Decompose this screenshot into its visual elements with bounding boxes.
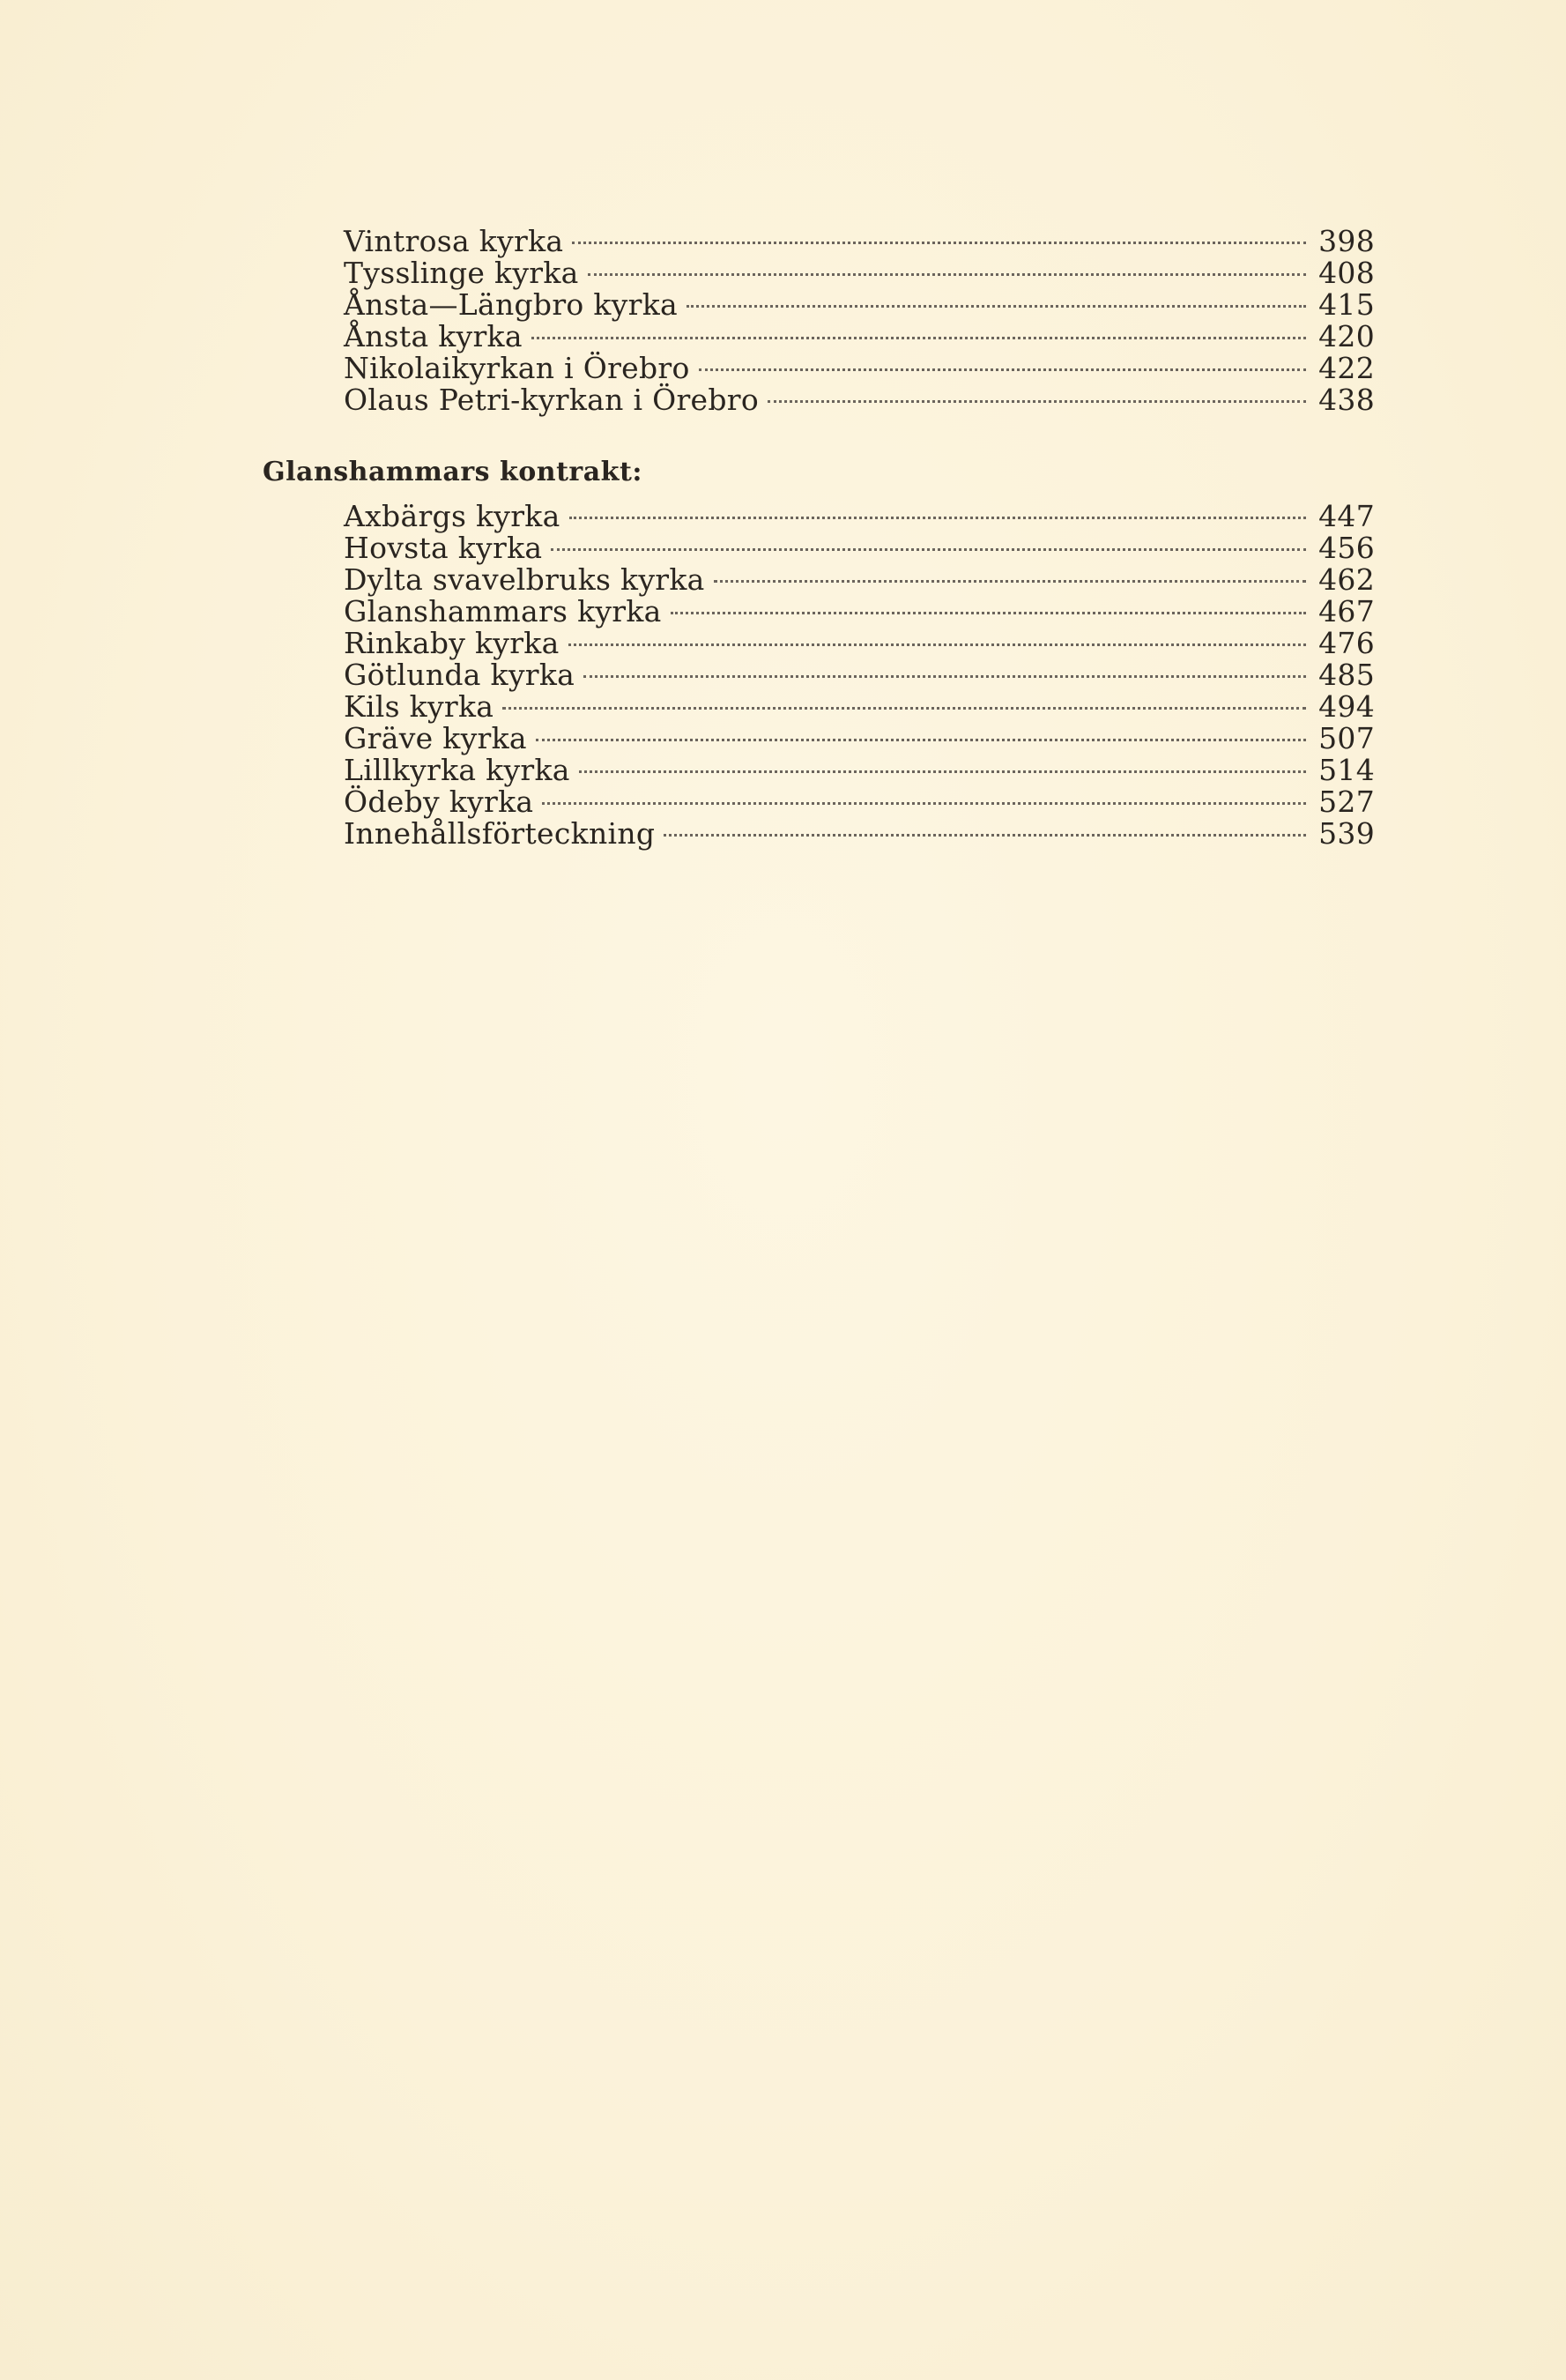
entry-title: Götlunda kyrka bbox=[344, 658, 575, 692]
toc-entry bbox=[344, 501, 1375, 532]
dot-leader bbox=[536, 739, 1306, 741]
entry-page: 398 bbox=[1318, 224, 1375, 258]
toc-entry bbox=[344, 659, 1375, 691]
dot-leader bbox=[502, 707, 1306, 710]
toc-entry bbox=[344, 596, 1375, 628]
entry-page: 438 bbox=[1318, 383, 1375, 417]
dot-leader bbox=[664, 834, 1306, 837]
entry-title: Olaus Petri-kyrkan i Örebro bbox=[344, 383, 760, 417]
toc-entry bbox=[344, 628, 1375, 659]
entry-title: Ånsta—Längbro kyrka bbox=[344, 287, 678, 322]
entry-page: 485 bbox=[1318, 658, 1375, 692]
toc-entry bbox=[344, 384, 1375, 416]
toc-entry bbox=[344, 786, 1375, 818]
dot-leader bbox=[699, 368, 1306, 371]
entry-title: Nikolaikyrkan i Örebro bbox=[344, 351, 690, 385]
entry-title: Ånsta kyrka bbox=[344, 319, 523, 353]
entry-page: 422 bbox=[1318, 351, 1375, 385]
entry-title: Lillkyrka kyrka bbox=[344, 753, 570, 787]
entry-page: 514 bbox=[1318, 753, 1375, 787]
entry-page: 456 bbox=[1318, 531, 1375, 565]
entry-title: Tysslinge kyrka bbox=[344, 256, 579, 290]
entry-page: 539 bbox=[1318, 816, 1375, 851]
entry-title: Ödeby kyrka bbox=[344, 785, 534, 819]
dot-leader bbox=[671, 612, 1306, 614]
dot-leader bbox=[714, 580, 1306, 583]
entry-title: Hovsta kyrka bbox=[344, 531, 543, 565]
toc-entry bbox=[344, 723, 1375, 755]
dot-leader bbox=[551, 548, 1306, 551]
dot-leader bbox=[588, 273, 1306, 276]
dot-leader bbox=[572, 242, 1306, 244]
toc-entry bbox=[344, 818, 1375, 850]
entry-title: Kils kyrka bbox=[344, 689, 494, 724]
entry-page: 494 bbox=[1318, 689, 1375, 724]
entry-page: 527 bbox=[1318, 785, 1375, 819]
section-heading: Glanshammars kontrakt: bbox=[263, 457, 642, 487]
toc-entry bbox=[344, 289, 1375, 321]
dot-leader bbox=[542, 802, 1306, 805]
dot-leader bbox=[579, 770, 1306, 773]
toc-entry bbox=[344, 321, 1375, 353]
entry-title: Vintrosa kyrka bbox=[344, 224, 564, 258]
entry-page: 408 bbox=[1318, 256, 1375, 290]
entry-page: 447 bbox=[1318, 499, 1375, 533]
toc-entry bbox=[344, 532, 1375, 564]
dot-leader bbox=[768, 400, 1306, 403]
toc-list-1 bbox=[344, 226, 1375, 416]
dot-leader bbox=[583, 675, 1306, 678]
dot-leader bbox=[687, 305, 1306, 308]
entry-page: 507 bbox=[1318, 721, 1375, 755]
dot-leader bbox=[569, 517, 1306, 519]
toc-entry bbox=[344, 353, 1375, 384]
toc-list-2 bbox=[344, 501, 1375, 850]
toc-entry bbox=[344, 226, 1375, 257]
toc-entry bbox=[344, 564, 1375, 596]
entry-title: Innehållsförteckning bbox=[344, 816, 656, 851]
dot-leader bbox=[568, 643, 1306, 646]
entry-page: 415 bbox=[1318, 287, 1375, 322]
entry-page: 420 bbox=[1318, 319, 1375, 353]
entry-title: Gräve kyrka bbox=[344, 721, 527, 755]
toc-entry bbox=[344, 691, 1375, 723]
entry-title: Rinkaby kyrka bbox=[344, 626, 560, 660]
toc-entry bbox=[344, 755, 1375, 786]
entry-title: Glanshammars kyrka bbox=[344, 594, 662, 628]
entry-page: 476 bbox=[1318, 626, 1375, 660]
toc-entry bbox=[344, 257, 1375, 289]
entry-title: Axbärgs kyrka bbox=[344, 499, 560, 533]
entry-page: 462 bbox=[1318, 562, 1375, 597]
dot-leader bbox=[531, 337, 1306, 339]
entry-page: 467 bbox=[1318, 594, 1375, 628]
entry-title: Dylta svavelbruks kyrka bbox=[344, 562, 705, 597]
